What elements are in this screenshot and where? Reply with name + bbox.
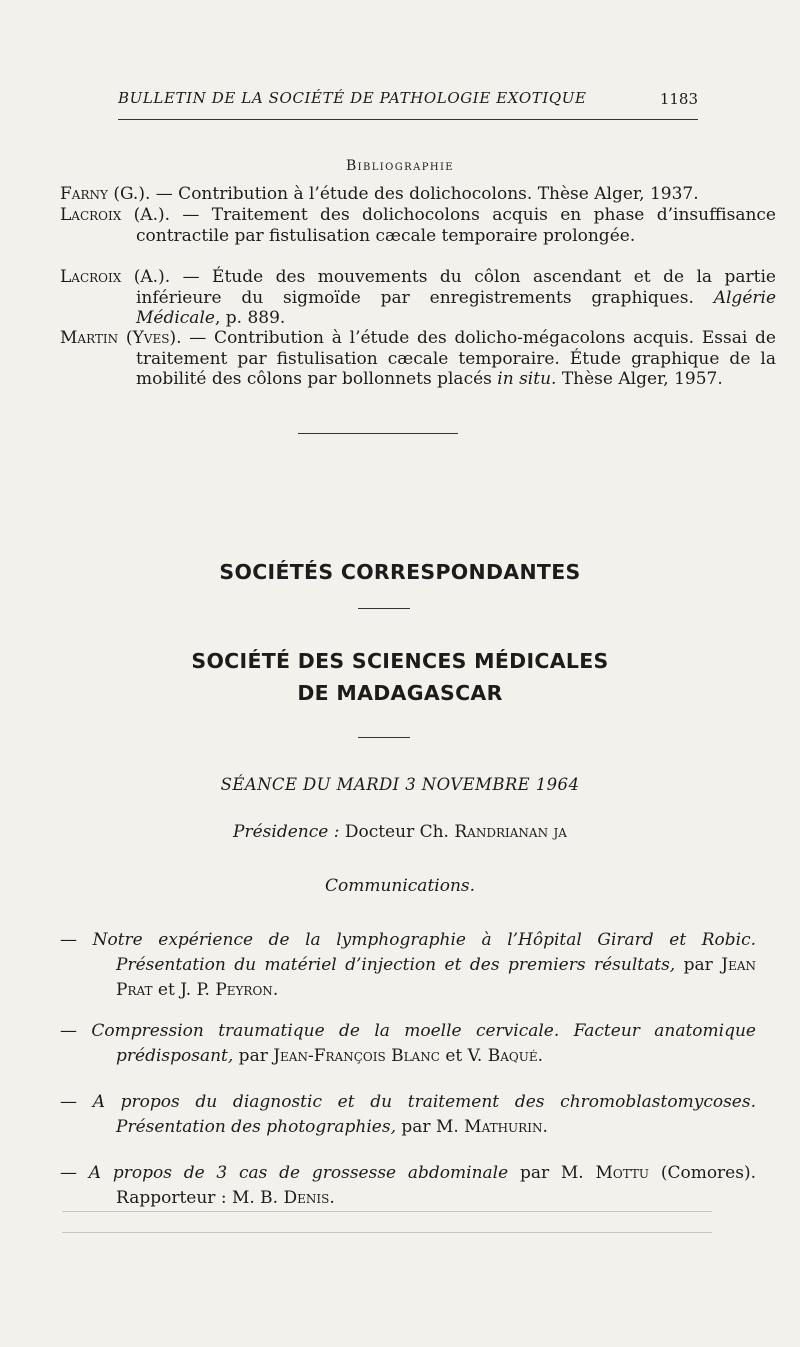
section-title: SOCIÉTÉS CORRESPONDANTES <box>219 560 581 584</box>
bibliography-heading: Bibliographie <box>345 158 454 174</box>
communications-heading: Communications. <box>324 876 476 896</box>
communication-item: — A propos de 3 cas de grossesse abdominale par M. Mottu (Comores). Rapporteur : M. B. Denis. <box>60 1163 756 1208</box>
communication-item: — A propos du diagnostic et du traitement des chromoblastomycoses. Présentation des photographies, par M. Mathurin. <box>60 1092 756 1137</box>
page-number: 1183 <box>659 90 698 108</box>
section-divider <box>358 737 410 738</box>
section-divider <box>358 608 410 609</box>
section-divider <box>298 433 458 434</box>
bibliography-entry: Lacroix (A.). — Traitement des dolichocolons acquis en phase d’insuffisance contractile par fistulisation cæcale temporaire prolongée. <box>60 205 776 246</box>
footer-rule <box>62 1232 712 1233</box>
bibliography-entry: Lacroix (A.). — Étude des mouvements du côlon ascendant et de la partie inférieure du sigmoïde par enregistrements graphiques. Algérie Médicale, p. 889. <box>60 267 776 328</box>
footer-rule <box>62 1211 712 1212</box>
running-title: BULLETIN DE LA SOCIÉTÉ DE PATHOLOGIE EXOTIQUE <box>118 89 587 107</box>
presidence-line: Présidence : Docteur Ch. Randrianan ja <box>233 822 567 842</box>
society-title-line2: DE MADAGASCAR <box>297 681 503 705</box>
communication-item: — Compression traumatique de la moelle cervicale. Facteur anatomique prédisposant, par Jean-François Blanc et V. Baqué. <box>60 1021 756 1066</box>
bibliography-entry: Farny (G.). — Contribution à l’étude des dolichocolons. Thèse Alger, 1937. <box>60 184 699 204</box>
session-title: SÉANCE DU MARDI 3 NOVEMBRE 1964 <box>220 775 580 794</box>
society-title-line1: SOCIÉTÉ DES SCIENCES MÉDICALES <box>191 649 609 673</box>
running-header <box>118 89 698 120</box>
bibliography-entry: Martin (Yves). — Contribution à l’étude des dolicho-mégacolons acquis. Essai de traitement par fistulisation cæcale temporaire. Étude graphique de la mobilité des côlons par bollonnets placés in situ. Thèse Alger, 1957. <box>60 328 776 389</box>
communication-item: — Notre expérience de la lymphographie à l’Hôpital Girard et Robic. Présentation du matériel d’injection et des premiers résultats, par Jean Prat et J. P. Peyron. <box>60 930 756 1000</box>
